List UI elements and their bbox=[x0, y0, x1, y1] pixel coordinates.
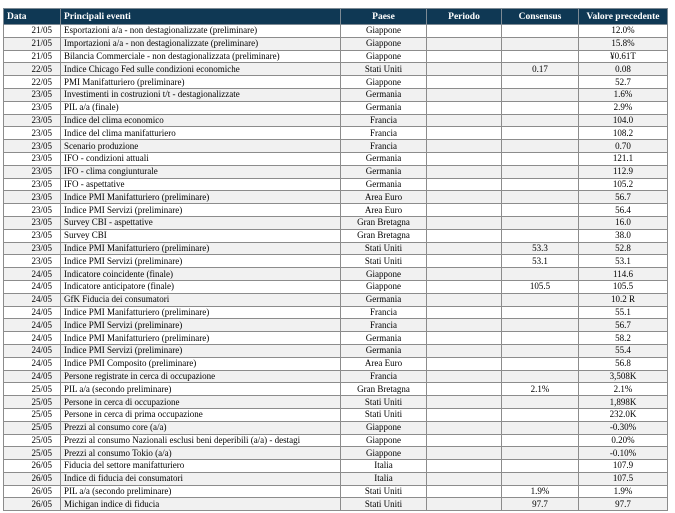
cell-period bbox=[427, 268, 502, 281]
cell-country: Francia bbox=[341, 127, 427, 140]
cell-consensus: 53.1 bbox=[502, 255, 579, 268]
table-row bbox=[4, 498, 668, 511]
cell-country: Francia bbox=[341, 319, 427, 332]
table-row bbox=[4, 242, 668, 255]
cell-consensus bbox=[502, 396, 579, 409]
economic-calendar-table bbox=[3, 8, 668, 511]
cell-date: 24/05 bbox=[4, 319, 61, 332]
cell-date: 21/05 bbox=[4, 37, 61, 50]
cell-date: 23/05 bbox=[4, 127, 61, 140]
table-row bbox=[4, 383, 668, 396]
cell-country: Germania bbox=[341, 332, 427, 345]
table-row bbox=[4, 370, 668, 383]
cell-previous: -0.10% bbox=[579, 447, 668, 460]
cell-country: Francia bbox=[341, 306, 427, 319]
cell-previous: 112.9 bbox=[579, 165, 668, 178]
cell-previous: 107.9 bbox=[579, 460, 668, 473]
cell-country: Stati Uniti bbox=[341, 63, 427, 76]
cell-event: Indice PMI Servizi (preliminare) bbox=[61, 204, 341, 217]
table-row bbox=[4, 255, 668, 268]
cell-date: 26/05 bbox=[4, 460, 61, 473]
cell-period bbox=[427, 25, 502, 38]
cell-period bbox=[427, 255, 502, 268]
cell-period bbox=[427, 140, 502, 153]
cell-event: Indicatore anticipatore (finale) bbox=[61, 280, 341, 293]
cell-consensus bbox=[502, 114, 579, 127]
cell-consensus bbox=[502, 268, 579, 281]
cell-period bbox=[427, 191, 502, 204]
cell-country: Germania bbox=[341, 152, 427, 165]
table-row bbox=[4, 152, 668, 165]
cell-consensus bbox=[502, 37, 579, 50]
cell-period bbox=[427, 498, 502, 511]
cell-date: 23/05 bbox=[4, 165, 61, 178]
cell-event: Indice PMI Servizi (preliminare) bbox=[61, 255, 341, 268]
table-row bbox=[4, 165, 668, 178]
cell-previous: 55.1 bbox=[579, 306, 668, 319]
cell-date: 25/05 bbox=[4, 447, 61, 460]
cell-period bbox=[427, 63, 502, 76]
cell-consensus bbox=[502, 229, 579, 242]
header-row bbox=[4, 9, 668, 25]
cell-period bbox=[427, 127, 502, 140]
cell-date: 24/05 bbox=[4, 370, 61, 383]
table-row bbox=[4, 293, 668, 306]
cell-period bbox=[427, 165, 502, 178]
cell-previous: 107.5 bbox=[579, 472, 668, 485]
cell-event: Importazioni a/a - non destagionalizzate (preliminare) bbox=[61, 37, 341, 50]
cell-period bbox=[427, 434, 502, 447]
cell-previous: 3,508K bbox=[579, 370, 668, 383]
cell-date: 23/05 bbox=[4, 204, 61, 217]
cell-event: PIL a/a (secondo preliminare) bbox=[61, 383, 341, 396]
cell-previous: 56.7 bbox=[579, 319, 668, 332]
cell-event: Scenario produzione bbox=[61, 140, 341, 153]
table-row bbox=[4, 280, 668, 293]
cell-consensus bbox=[502, 204, 579, 217]
cell-period bbox=[427, 242, 502, 255]
cell-event: Bilancia Commerciale - non destagionalizzata (preliminare) bbox=[61, 50, 341, 63]
cell-period bbox=[427, 332, 502, 345]
table-row bbox=[4, 63, 668, 76]
cell-date: 23/05 bbox=[4, 191, 61, 204]
header-eventi: Principali eventi bbox=[61, 9, 341, 25]
cell-consensus bbox=[502, 319, 579, 332]
cell-period bbox=[427, 383, 502, 396]
cell-event: Indice Chicago Fed sulle condizioni economiche bbox=[61, 63, 341, 76]
cell-date: 26/05 bbox=[4, 472, 61, 485]
table-row bbox=[4, 344, 668, 357]
cell-date: 24/05 bbox=[4, 306, 61, 319]
cell-event: Indice PMI Composito (preliminare) bbox=[61, 357, 341, 370]
cell-previous: 105.2 bbox=[579, 178, 668, 191]
cell-previous: ¥0.61T bbox=[579, 50, 668, 63]
table-row bbox=[4, 191, 668, 204]
header-valore-precedente: Valore precedente bbox=[579, 9, 668, 25]
cell-date: 21/05 bbox=[4, 50, 61, 63]
cell-previous: 121.1 bbox=[579, 152, 668, 165]
cell-consensus bbox=[502, 152, 579, 165]
cell-event: Indice del clima economico bbox=[61, 114, 341, 127]
cell-consensus bbox=[502, 178, 579, 191]
cell-period bbox=[427, 280, 502, 293]
cell-country: Francia bbox=[341, 370, 427, 383]
table-row bbox=[4, 127, 668, 140]
cell-date: 23/05 bbox=[4, 101, 61, 114]
table-row bbox=[4, 101, 668, 114]
cell-consensus bbox=[502, 50, 579, 63]
cell-event: Indice PMI Manifatturiero (preliminare) bbox=[61, 191, 341, 204]
cell-country: Giappone bbox=[341, 76, 427, 89]
table-header bbox=[4, 9, 668, 25]
table-row bbox=[4, 204, 668, 217]
cell-consensus bbox=[502, 140, 579, 153]
header-periodo: Periodo bbox=[427, 9, 502, 25]
cell-event: Investimenti in costruzioni t/t - destagionalizzate bbox=[61, 88, 341, 101]
cell-date: 24/05 bbox=[4, 357, 61, 370]
cell-country: Area Euro bbox=[341, 204, 427, 217]
cell-event: Indice PMI Manifatturiero (preliminare) bbox=[61, 332, 341, 345]
cell-country: Germania bbox=[341, 88, 427, 101]
cell-country: Germania bbox=[341, 344, 427, 357]
table-row bbox=[4, 421, 668, 434]
table-row bbox=[4, 114, 668, 127]
cell-country: Stati Uniti bbox=[341, 498, 427, 511]
cell-event: Prezzi al consumo Tokio (a/a) bbox=[61, 447, 341, 460]
cell-event: Prezzi al consumo Nazionali esclusi beni deperibili (a/a) - destagi bbox=[61, 434, 341, 447]
cell-date: 25/05 bbox=[4, 434, 61, 447]
cell-country: Giappone bbox=[341, 37, 427, 50]
cell-period bbox=[427, 472, 502, 485]
cell-period bbox=[427, 114, 502, 127]
cell-previous: 105.5 bbox=[579, 280, 668, 293]
cell-event: Prezzi al consumo core (a/a) bbox=[61, 421, 341, 434]
cell-consensus bbox=[502, 76, 579, 89]
cell-event: Indice PMI Servizi (preliminare) bbox=[61, 319, 341, 332]
cell-consensus: 105.5 bbox=[502, 280, 579, 293]
cell-country: Italia bbox=[341, 472, 427, 485]
cell-date: 24/05 bbox=[4, 344, 61, 357]
cell-event: Indice PMI Servizi (preliminare) bbox=[61, 344, 341, 357]
cell-country: Germania bbox=[341, 165, 427, 178]
cell-consensus bbox=[502, 332, 579, 345]
cell-period bbox=[427, 37, 502, 50]
cell-previous: 104.0 bbox=[579, 114, 668, 127]
table-row bbox=[4, 306, 668, 319]
cell-period bbox=[427, 88, 502, 101]
cell-consensus bbox=[502, 460, 579, 473]
table-row bbox=[4, 178, 668, 191]
cell-previous: 0.08 bbox=[579, 63, 668, 76]
cell-period bbox=[427, 101, 502, 114]
cell-event: IFO - clima congiunturale bbox=[61, 165, 341, 178]
table-body bbox=[4, 25, 668, 511]
cell-date: 25/05 bbox=[4, 408, 61, 421]
cell-consensus bbox=[502, 165, 579, 178]
table-row bbox=[4, 460, 668, 473]
cell-event: Survey CBI bbox=[61, 229, 341, 242]
table-row bbox=[4, 37, 668, 50]
table-row bbox=[4, 357, 668, 370]
cell-event: Persone in cerca di prima occupazione bbox=[61, 408, 341, 421]
cell-previous: 56.7 bbox=[579, 191, 668, 204]
cell-period bbox=[427, 293, 502, 306]
cell-previous: 0.20% bbox=[579, 434, 668, 447]
table-row bbox=[4, 229, 668, 242]
cell-period bbox=[427, 152, 502, 165]
cell-country: Francia bbox=[341, 114, 427, 127]
cell-consensus bbox=[502, 421, 579, 434]
cell-period bbox=[427, 370, 502, 383]
cell-event: Persone in cerca di occupazione bbox=[61, 396, 341, 409]
cell-country: Germania bbox=[341, 101, 427, 114]
cell-previous: 38.0 bbox=[579, 229, 668, 242]
cell-period bbox=[427, 396, 502, 409]
cell-date: 25/05 bbox=[4, 421, 61, 434]
cell-event: Persone registrate in cerca di occupazione bbox=[61, 370, 341, 383]
cell-period bbox=[427, 50, 502, 63]
cell-consensus: 97.7 bbox=[502, 498, 579, 511]
table-row bbox=[4, 140, 668, 153]
cell-country: Giappone bbox=[341, 447, 427, 460]
cell-date: 26/05 bbox=[4, 485, 61, 498]
table-row bbox=[4, 332, 668, 345]
cell-country: Gran Bretagna bbox=[341, 229, 427, 242]
cell-country: Gran Bretagna bbox=[341, 383, 427, 396]
cell-date: 21/05 bbox=[4, 25, 61, 38]
cell-previous: 55.4 bbox=[579, 344, 668, 357]
cell-consensus bbox=[502, 25, 579, 38]
cell-previous: 16.0 bbox=[579, 216, 668, 229]
cell-previous: 97.7 bbox=[579, 498, 668, 511]
cell-previous: 10.2 R bbox=[579, 293, 668, 306]
cell-consensus bbox=[502, 408, 579, 421]
header-paese: Paese bbox=[341, 9, 427, 25]
cell-previous: 232.0K bbox=[579, 408, 668, 421]
cell-previous: 2.9% bbox=[579, 101, 668, 114]
cell-period bbox=[427, 421, 502, 434]
cell-previous: 15.8% bbox=[579, 37, 668, 50]
cell-consensus bbox=[502, 191, 579, 204]
cell-event: Indicatore coincidente (finale) bbox=[61, 268, 341, 281]
cell-event: PMI Manifatturiero (preliminare) bbox=[61, 76, 341, 89]
cell-previous: 52.8 bbox=[579, 242, 668, 255]
cell-country: Giappone bbox=[341, 434, 427, 447]
cell-consensus bbox=[502, 370, 579, 383]
cell-event: Fiducia del settore manifatturiero bbox=[61, 460, 341, 473]
cell-consensus bbox=[502, 293, 579, 306]
cell-country: Stati Uniti bbox=[341, 396, 427, 409]
cell-date: 24/05 bbox=[4, 293, 61, 306]
table-row bbox=[4, 485, 668, 498]
cell-country: Area Euro bbox=[341, 357, 427, 370]
cell-consensus bbox=[502, 88, 579, 101]
cell-period bbox=[427, 357, 502, 370]
table-row bbox=[4, 319, 668, 332]
cell-country: Giappone bbox=[341, 25, 427, 38]
cell-previous: 58.2 bbox=[579, 332, 668, 345]
cell-period bbox=[427, 319, 502, 332]
cell-date: 23/05 bbox=[4, 140, 61, 153]
cell-consensus: 2.1% bbox=[502, 383, 579, 396]
table-row bbox=[4, 50, 668, 63]
cell-consensus bbox=[502, 447, 579, 460]
cell-consensus bbox=[502, 216, 579, 229]
cell-period bbox=[427, 408, 502, 421]
table-row bbox=[4, 88, 668, 101]
cell-consensus bbox=[502, 434, 579, 447]
cell-date: 23/05 bbox=[4, 114, 61, 127]
cell-previous: 56.4 bbox=[579, 204, 668, 217]
cell-consensus bbox=[502, 357, 579, 370]
table-row bbox=[4, 434, 668, 447]
cell-event: Indice di fiducia dei consumatori bbox=[61, 472, 341, 485]
cell-country: Area Euro bbox=[341, 191, 427, 204]
cell-date: 25/05 bbox=[4, 383, 61, 396]
cell-period bbox=[427, 204, 502, 217]
cell-previous: 1,898K bbox=[579, 396, 668, 409]
cell-period bbox=[427, 460, 502, 473]
cell-date: 23/05 bbox=[4, 152, 61, 165]
cell-period bbox=[427, 76, 502, 89]
cell-event: Michigan indice di fiducia bbox=[61, 498, 341, 511]
header-consensus: Consensus bbox=[502, 9, 579, 25]
cell-consensus: 1.9% bbox=[502, 485, 579, 498]
cell-event: IFO - aspettative bbox=[61, 178, 341, 191]
cell-date: 26/05 bbox=[4, 498, 61, 511]
cell-date: 23/05 bbox=[4, 88, 61, 101]
cell-date: 24/05 bbox=[4, 268, 61, 281]
table-row bbox=[4, 76, 668, 89]
cell-consensus: 0.17 bbox=[502, 63, 579, 76]
cell-period bbox=[427, 447, 502, 460]
table-row bbox=[4, 447, 668, 460]
cell-event: Indice del clima manifatturiero bbox=[61, 127, 341, 140]
cell-event: Esportazioni a/a - non destagionalizzate (preliminare) bbox=[61, 25, 341, 38]
cell-period bbox=[427, 485, 502, 498]
cell-previous: 53.1 bbox=[579, 255, 668, 268]
table-row bbox=[4, 268, 668, 281]
cell-previous: 1.6% bbox=[579, 88, 668, 101]
cell-country: Giappone bbox=[341, 268, 427, 281]
cell-country: Germania bbox=[341, 293, 427, 306]
cell-previous: 1.9% bbox=[579, 485, 668, 498]
cell-previous: 2.1% bbox=[579, 383, 668, 396]
cell-country: Stati Uniti bbox=[341, 242, 427, 255]
cell-consensus bbox=[502, 306, 579, 319]
cell-country: Giappone bbox=[341, 280, 427, 293]
cell-consensus bbox=[502, 101, 579, 114]
cell-country: Italia bbox=[341, 460, 427, 473]
cell-country: Giappone bbox=[341, 50, 427, 63]
cell-date: 23/05 bbox=[4, 242, 61, 255]
cell-event: Indice PMI Manifatturiero (preliminare) bbox=[61, 306, 341, 319]
cell-country: Francia bbox=[341, 140, 427, 153]
cell-date: 22/05 bbox=[4, 76, 61, 89]
cell-previous: 52.7 bbox=[579, 76, 668, 89]
cell-date: 23/05 bbox=[4, 255, 61, 268]
cell-event: PIL a/a (finale) bbox=[61, 101, 341, 114]
cell-consensus: 53.3 bbox=[502, 242, 579, 255]
cell-period bbox=[427, 306, 502, 319]
cell-country: Gran Bretagna bbox=[341, 216, 427, 229]
cell-consensus bbox=[502, 127, 579, 140]
cell-period bbox=[427, 178, 502, 191]
header-data: Data bbox=[4, 9, 61, 25]
cell-period bbox=[427, 216, 502, 229]
table-row bbox=[4, 472, 668, 485]
cell-event: Survey CBI - aspettative bbox=[61, 216, 341, 229]
cell-period bbox=[427, 344, 502, 357]
calendar-container bbox=[3, 8, 668, 511]
table-row bbox=[4, 25, 668, 38]
cell-country: Stati Uniti bbox=[341, 255, 427, 268]
cell-date: 24/05 bbox=[4, 280, 61, 293]
cell-country: Stati Uniti bbox=[341, 485, 427, 498]
cell-date: 24/05 bbox=[4, 332, 61, 345]
cell-event: PIL a/a (secondo preliminare) bbox=[61, 485, 341, 498]
cell-previous: 114.6 bbox=[579, 268, 668, 281]
cell-event: GfK Fiducia dei consumatori bbox=[61, 293, 341, 306]
cell-previous: 56.8 bbox=[579, 357, 668, 370]
cell-period bbox=[427, 229, 502, 242]
table-row bbox=[4, 396, 668, 409]
cell-date: 22/05 bbox=[4, 63, 61, 76]
table-row bbox=[4, 408, 668, 421]
cell-previous: 0.70 bbox=[579, 140, 668, 153]
cell-event: IFO - condizioni attuali bbox=[61, 152, 341, 165]
cell-previous: 108.2 bbox=[579, 127, 668, 140]
table-row bbox=[4, 216, 668, 229]
cell-previous: -0.30% bbox=[579, 421, 668, 434]
cell-country: Germania bbox=[341, 178, 427, 191]
cell-date: 23/05 bbox=[4, 178, 61, 191]
cell-country: Stati Uniti bbox=[341, 408, 427, 421]
cell-date: 23/05 bbox=[4, 216, 61, 229]
cell-consensus bbox=[502, 472, 579, 485]
cell-event: Indice PMI Manifatturiero (preliminare) bbox=[61, 242, 341, 255]
cell-date: 23/05 bbox=[4, 229, 61, 242]
cell-previous: 12.0% bbox=[579, 25, 668, 38]
cell-consensus bbox=[502, 344, 579, 357]
cell-date: 25/05 bbox=[4, 396, 61, 409]
cell-country: Giappone bbox=[341, 421, 427, 434]
